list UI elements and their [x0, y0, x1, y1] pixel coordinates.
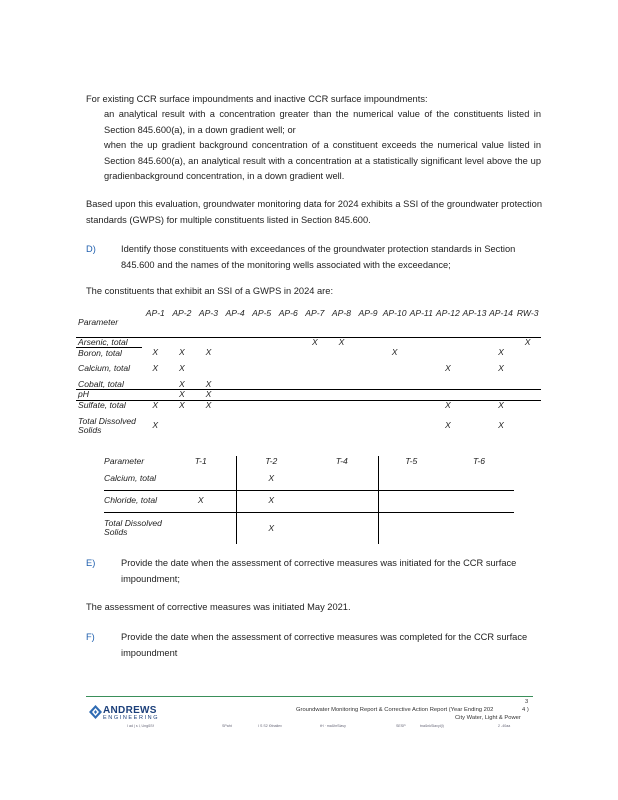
exceedance-mark [195, 337, 222, 348]
page-number: 3 [525, 699, 529, 705]
page-suffix: 4 ) [522, 707, 529, 713]
exceedance-mark [488, 337, 515, 348]
exceedance-mark: X [179, 363, 185, 374]
logo-mark-icon [89, 705, 102, 719]
exceedance-mark [381, 400, 408, 410]
exceedance-mark: X [524, 336, 531, 347]
exceedance-mark [302, 400, 329, 410]
exceedance-mark [461, 400, 488, 410]
exceedance-mark [355, 348, 382, 359]
logo-name: ANDREWS [103, 705, 157, 716]
table-header-well: AP-5 [248, 309, 275, 337]
exceedance-mark [302, 390, 329, 401]
table-row [76, 337, 541, 348]
report-title: Groundwater Monitoring Report & Corrective Action Report (Year Ending 202 [296, 707, 494, 713]
parameter-cell: Arsenic, total [76, 337, 142, 348]
table-header-well: RW-3 [514, 309, 541, 337]
exceedance-mark [328, 400, 355, 410]
item-f-label: F) [86, 632, 95, 642]
intro-text: For existing CCR surface impoundments and inactive CCR surface impoundments: [86, 94, 428, 104]
exceedance-mark [435, 390, 462, 401]
exceedance-mark [408, 410, 435, 442]
exceedance-mark: X [498, 363, 504, 374]
exceedance-mark: X [444, 420, 451, 431]
exceedance-mark [378, 468, 444, 490]
logo-subtitle: ENGINEERING [103, 715, 160, 721]
exceedance-mark: X [236, 490, 306, 512]
exceedance-mark: X [498, 399, 504, 410]
table-header-well: AP-1 [142, 309, 169, 337]
exceedance-mark: X [444, 399, 451, 410]
exceedance-mark [166, 512, 236, 544]
exceedance-mark [275, 410, 302, 442]
exceedance-mark [514, 348, 541, 359]
exceedance-mark [408, 390, 435, 401]
exceedance-mark [169, 337, 196, 348]
item-e-text: Provide the date when the assessment of corrective measures was initiated for the CCR surface impoundment; [121, 558, 517, 584]
exceedance-mark [435, 380, 462, 390]
footer-fine-print: I ad | s l, UngßSf [127, 724, 154, 728]
table-header-well: AP-3 [195, 309, 222, 337]
exceedance-mark [461, 359, 488, 380]
exceedance-mark [328, 380, 355, 390]
exceedance-mark [355, 410, 382, 442]
exceedance-mark [514, 410, 541, 442]
exceedance-mark [408, 400, 435, 410]
item-f-text: Provide the date when the assessment of corrective measures was completed for the CCR surface impoundment [121, 632, 528, 658]
exceedance-mark: X [236, 512, 306, 544]
exceedance-mark [222, 400, 249, 410]
parameter-cell: Sulfate, total [78, 399, 126, 410]
exceedance-mark [142, 380, 169, 390]
exceedance-mark [275, 400, 302, 410]
exceedance-mark [355, 400, 382, 410]
exceedance-mark [328, 348, 355, 359]
table-header-well: AP-12 [435, 309, 462, 337]
exceedance-mark [195, 410, 222, 442]
exceedance-mark [222, 380, 249, 390]
exceedance-mark [275, 348, 302, 359]
exceedance-mark [222, 348, 249, 359]
footer-divider [86, 696, 533, 697]
parameter-cell: Cobalt, total [76, 380, 142, 390]
exceedance-mark: X [205, 347, 212, 358]
parameter-cell: pH [76, 390, 142, 401]
exceedance-mark: X [152, 347, 159, 358]
footer-fine-print: tH · maßhrSlavy [320, 724, 346, 728]
exceedance-mark [222, 359, 249, 380]
table-row [76, 348, 541, 359]
table-header-well: AP-7 [302, 309, 329, 337]
table-header-well: AP-2 [169, 309, 196, 337]
table-header-well: AP-11 [408, 309, 435, 337]
exceedance-mark [355, 359, 382, 380]
exceedance-mark [248, 380, 275, 390]
exceedance-mark [488, 390, 515, 401]
exceedance-mark [275, 380, 302, 390]
bullet-text: an analytical result with a concentration greater than the numerical value of the constituents listed in Section 845.600(a), in a down gradient well; or [104, 109, 541, 135]
exceedance-mark: X [169, 390, 196, 401]
table-row [76, 400, 541, 410]
table-header-well: AP-8 [328, 309, 355, 337]
exceedance-mark [195, 359, 222, 380]
exceedance-mark: X [166, 490, 236, 512]
table-header-well: T-6 [472, 456, 486, 467]
exceedance-mark [328, 390, 355, 401]
exceedance-mark [166, 468, 236, 490]
exceedance-mark [248, 359, 275, 380]
table-header-parameter: Parameter [76, 309, 142, 337]
assessment-initiated-text: The assessment of corrective measures was initiated May 2021. [86, 602, 351, 612]
exceedance-mark [275, 359, 302, 380]
exceedance-mark: X [338, 336, 345, 347]
exceedance-mark: X [498, 347, 504, 358]
exceedance-mark [306, 490, 378, 512]
exceedance-mark [435, 348, 462, 359]
exceedance-mark [248, 390, 275, 401]
exceedance-mark: X [236, 468, 306, 490]
exceedance-mark [248, 348, 275, 359]
footer-fine-print: tnaßnkSlavyl(l) [420, 724, 444, 728]
table-header-well: AP-4 [222, 309, 249, 337]
exceedance-mark [444, 512, 514, 544]
exceedance-mark [328, 410, 355, 442]
table-header-well: AP-10 [381, 309, 408, 337]
exceedance-mark: X [179, 399, 185, 410]
evaluation-paragraph: Based upon this evaluation, groundwater monitoring data for 2024 exhibits a SSI of the groundwater protection standards (GWPS) for multiple constituents listed in Section 845.600. [86, 199, 542, 225]
bullet-text: when the up gradient background concentration of a constituent exceeds the numerical value listed in Section 845.600(a), an analytical result with a concentration at a statistically significant level above the up gradienbackground concentration, in a down gradient well. [104, 140, 541, 181]
exceedance-mark [355, 380, 382, 390]
table-header-well: T-4 [335, 456, 348, 467]
exceedance-mark [302, 359, 329, 380]
exceedance-mark [381, 380, 408, 390]
footer-fine-print: SESP [396, 724, 406, 728]
exceedance-mark [381, 410, 408, 442]
exceedance-mark [381, 359, 408, 380]
exceedance-mark: X [195, 390, 222, 401]
exceedance-mark [222, 410, 249, 442]
exceedance-mark: X [205, 399, 212, 410]
table-header-well: T-1 [194, 456, 207, 467]
exceedance-mark [444, 468, 514, 490]
client-name: City Water, Light & Power [455, 715, 521, 721]
table-row [104, 468, 514, 490]
table-header-well: AP-13 [461, 309, 488, 337]
exceedance-mark: X [152, 420, 159, 431]
exceedance-mark [169, 410, 196, 442]
table-row [76, 410, 541, 442]
parameter-cell: Chloride, total [104, 490, 166, 512]
exceedance-mark: X [195, 380, 222, 390]
exceedance-mark [306, 512, 378, 544]
table-header-parameter: Parameter [104, 456, 145, 467]
exceedance-mark [328, 359, 355, 380]
exceedance-mark [381, 390, 408, 401]
table-header-well: T-5 [378, 456, 444, 468]
exceedance-mark: X [152, 399, 159, 410]
exceedance-mark [378, 490, 444, 512]
ssi-table-t-wells [104, 456, 514, 544]
footer-fine-print: SPaht [222, 724, 232, 728]
exceedance-mark [248, 337, 275, 348]
exceedance-mark: X [179, 347, 185, 358]
parameter-cell: Total Dissolved Solids [104, 517, 162, 538]
table-header-well: T-2 [236, 456, 306, 468]
exceedance-mark [461, 390, 488, 401]
item-d-label: D) [86, 244, 96, 254]
exceedance-mark [275, 390, 302, 401]
exceedance-mark [408, 359, 435, 380]
constituents-intro: The constituents that exhibit an SSI of a GWPS in 2024 are: [86, 286, 334, 296]
parameter-cell: Total Dissolved Solids [78, 415, 136, 435]
exceedance-mark [488, 380, 515, 390]
exceedance-mark [306, 468, 378, 490]
table-row [76, 380, 541, 390]
exceedance-mark [302, 410, 329, 442]
parameter-cell: Boron, total [78, 347, 122, 358]
exceedance-mark [444, 490, 514, 512]
exceedance-mark [222, 390, 249, 401]
exceedance-mark [378, 512, 444, 544]
exceedance-mark: X [152, 363, 159, 374]
table-header-well: AP-14 [488, 309, 515, 337]
exceedance-mark [302, 380, 329, 390]
exceedance-mark [461, 337, 488, 348]
parameter-cell: Calcium, total [78, 363, 131, 374]
ssi-table-ap-wells [76, 309, 541, 442]
footer-fine-print: I S S2 l0tnaliev [257, 724, 282, 728]
table-header-well: AP-9 [355, 309, 382, 337]
table-header-well: AP-6 [275, 309, 302, 337]
exceedance-mark [275, 337, 302, 348]
exceedance-mark [248, 410, 275, 442]
table-row [104, 512, 514, 544]
table-row [76, 359, 541, 380]
exceedance-mark [461, 410, 488, 442]
exceedance-mark: X [444, 363, 451, 374]
exceedance-mark: X [498, 420, 504, 431]
exceedance-mark: X [169, 380, 196, 390]
exceedance-mark: X [311, 336, 318, 347]
exceedance-mark [408, 380, 435, 390]
table-header-row [104, 456, 514, 468]
exceedance-mark [248, 400, 275, 410]
exceedance-mark: X [391, 347, 398, 358]
exceedance-mark [302, 348, 329, 359]
exceedance-mark [514, 390, 541, 401]
exceedance-mark [142, 390, 169, 401]
exceedance-mark [514, 359, 541, 380]
exceedance-mark [142, 337, 169, 348]
exceedance-mark [355, 337, 382, 348]
parameter-cell: Calcium, total [104, 468, 166, 490]
exceedance-mark [222, 337, 249, 348]
item-e-label: E) [86, 558, 96, 568]
footer-fine-print: 2 -40aa [498, 724, 511, 728]
exceedance-mark [514, 400, 541, 410]
exceedance-mark [381, 337, 408, 348]
exceedance-mark [408, 348, 435, 359]
exceedance-mark [514, 380, 541, 390]
exceedance-mark [435, 337, 462, 348]
table-row [76, 390, 541, 401]
table-row [104, 490, 514, 512]
item-d-text: Identify those constituents with exceedances of the groundwater protection standards in Section 845.600 and the names of the monitoring wells associated with the exceedance; [121, 244, 516, 270]
exceedance-mark [408, 337, 435, 348]
exceedance-mark [461, 348, 488, 359]
exceedance-mark [461, 380, 488, 390]
exceedance-mark [355, 390, 382, 401]
